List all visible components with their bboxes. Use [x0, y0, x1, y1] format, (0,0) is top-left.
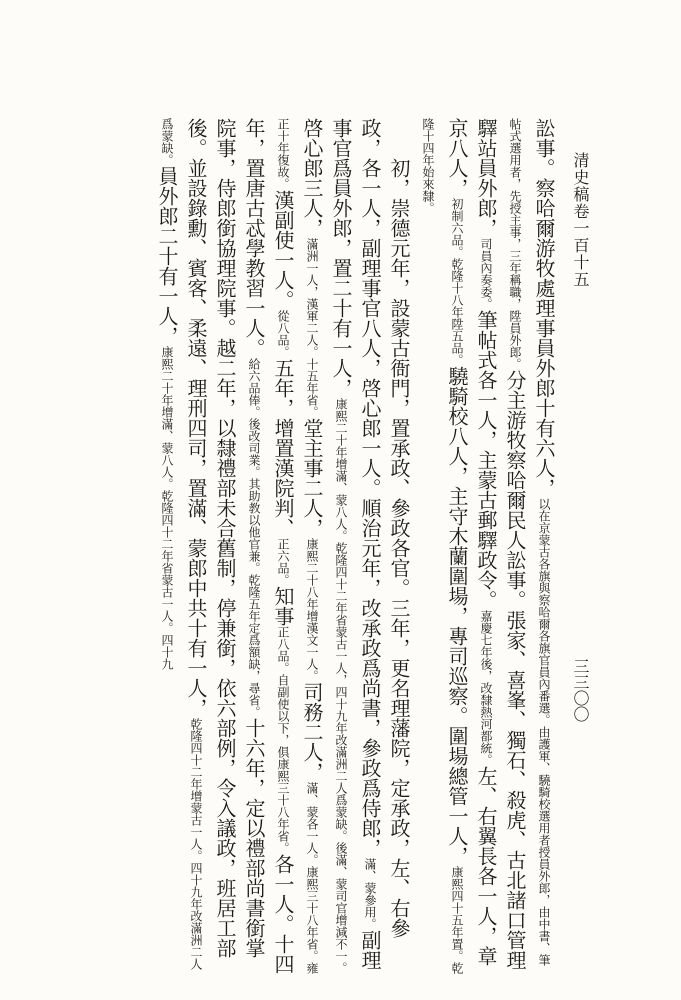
annotation-note: 從八品。 [276, 310, 290, 358]
annotation-note: 康熙二十年增滿、蒙八人。乾隆四十二年省蒙古一人。四十九 [160, 346, 174, 670]
running-header [568, 152, 592, 288]
annotation-note: 康熙二十年增滿、蒙八人。乾隆四十二年省蒙古一人，四十九年改滿洲二人爲蒙缺。 [334, 398, 348, 842]
text-run: 知事 [271, 586, 295, 626]
annotation-note: 給六品俸。後改司業。其助教以他官兼。乾隆五年定爲額缺，尋省。 [247, 358, 261, 718]
annotation-note: 正八品。自副使以下，俱康熙三十八年省。 [276, 626, 290, 854]
book-title: 清史稿卷一百十五 [571, 152, 590, 288]
annotation-note: 滿洲一人，漢軍二人。十五年省。 [305, 238, 319, 418]
annotation-note: 乾隆四十二年增蒙古一人。四十九年改滿洲二人爲蒙缺。 [160, 118, 203, 970]
annotation-note: 正六品。 [276, 538, 290, 586]
text-run: 漢副使一人。 [271, 190, 295, 310]
annotation-note: 初制六品。乾隆十八年陞五品。 [450, 198, 464, 366]
text-run: 分主游牧察哈爾民人訟事。 [503, 370, 527, 610]
text-run: 圍場總管一人， [445, 726, 469, 866]
text-body [50, 118, 558, 976]
text-run: 左、右翼長各一人，章京八人， [445, 118, 498, 966]
paragraph-2 [152, 118, 413, 976]
text-run: 驍騎校八人，主守木蘭圍場，專司巡察。 [445, 366, 469, 726]
text-run: 司務二人， [300, 682, 324, 782]
text-run: 張家、喜峯、獨石、殺虎、古北諸口管理驛站員外郎， [474, 118, 527, 970]
text-run: 副理事官爲員外郎，置二十有一人， [329, 118, 382, 970]
text-run: 三年，更名理藩院，定承政，左、右參政，各一人，副理事官八人，啓心郎一人。 [358, 118, 411, 938]
annotation-note: 滿、蒙參用。 [363, 858, 377, 930]
text-run: 啓心郎三人， [300, 118, 324, 238]
annotation-note: 嘉慶七年後，改隸熱河都統。 [479, 610, 493, 766]
text-run: 察哈爾游牧處理事員外郎十有六人， [532, 178, 556, 498]
annotation-note: 司員內奏委。 [479, 238, 493, 310]
annotation-note: 康熙四十五年置。乾隆十四年始來隸。 [421, 118, 464, 974]
annotation-note: 滿、蒙各一人。康熙三十八年省。雍正十年復故。 [276, 118, 319, 974]
page-number: 三三〇〇 [571, 658, 590, 722]
paragraph-1 [413, 118, 558, 976]
annotation-note: 以在京蒙古各旗與察哈爾各旗官員內番選。由護軍、驍騎校選用者授員外郎，由中書、筆帖式選用者，先授主事，三年稱職，陞員外郎。 [508, 118, 551, 966]
text-run: 十六年，定以禮部尚書銜掌院事，侍郎銜協理院事。越二年，以隸禮部未合舊制，停兼銜，依六部例，令入議政，班居工部後。並設錄勳、賓客、柔遠、理刑四司，置滿、蒙郎中共十有一人， [184, 118, 266, 958]
text-run: 員外郎二十有一人， [155, 166, 179, 346]
text-run: 五年，增置漢院判、 [271, 358, 295, 538]
text-run: 初，崇德元年，設蒙古衙門，置承政、參政各官。 [387, 158, 411, 598]
text-run: 順治元年，改承政爲尚書，參政爲侍郎， [358, 498, 382, 858]
text-run: 訟事。 [532, 118, 556, 178]
text-run: 堂主事二人， [300, 418, 324, 538]
text-run: 筆帖式各一人，主蒙古郵驛政令。 [474, 310, 498, 610]
annotation-note: 康熙二十八年增漢文一人。 [305, 538, 319, 682]
text-run: 各一人。十四年，置唐古忒學教習一人。 [242, 118, 295, 974]
annotation-note: 後滿、蒙司官增減不一。 [334, 842, 348, 974]
